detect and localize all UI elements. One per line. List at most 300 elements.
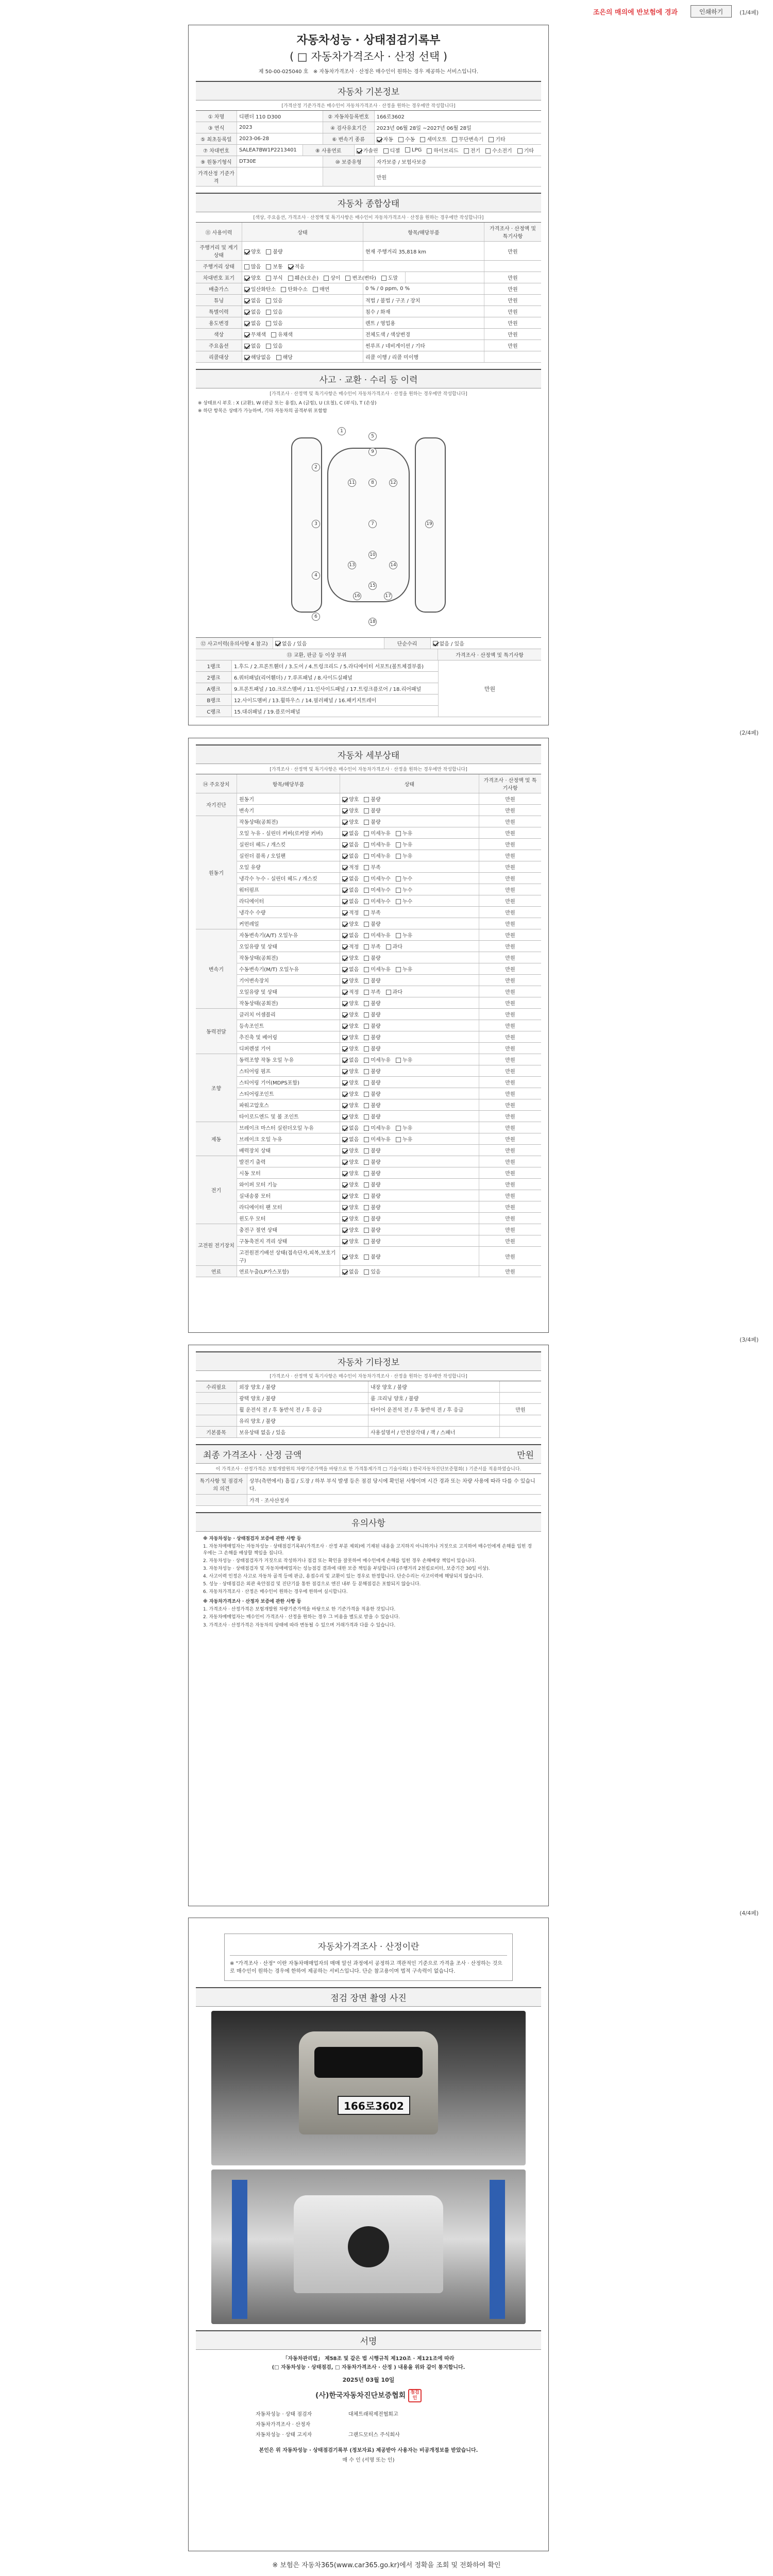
detail-row [237, 873, 541, 884]
footer-notice[interactable]: ※ 보험은 자동차365(www.car365.go.kr)에서 정확을 조회 및 전화하여 확인 [272, 2562, 501, 2569]
checkbox[interactable] [342, 1080, 347, 1086]
rank-b-label: B랭크 [196, 694, 232, 705]
checkbox[interactable] [396, 1137, 401, 1142]
detail-row [237, 793, 541, 805]
checkbox[interactable] [485, 148, 491, 154]
checkbox[interactable] [288, 276, 293, 281]
checkbox[interactable] [342, 1069, 347, 1074]
detail-row [237, 827, 541, 839]
rank-c-items: 15.대쉬패널 / 19.플로어패널 [234, 709, 300, 715]
checkbox[interactable] [275, 641, 280, 646]
checkbox[interactable] [342, 1024, 347, 1029]
checkbox[interactable] [386, 990, 391, 995]
detail-price: 만원 [505, 990, 515, 995]
detail-row [237, 861, 541, 873]
checkbox[interactable] [342, 1160, 347, 1165]
detail-status: 양호 불량 [340, 1167, 479, 1178]
checkbox[interactable] [342, 1239, 347, 1244]
checkbox[interactable] [244, 287, 249, 292]
detail-status: 없음 미세누유 누유 [340, 1054, 479, 1065]
checkbox[interactable] [342, 1001, 347, 1006]
detail-row [237, 1009, 541, 1020]
checkbox[interactable] [364, 1080, 369, 1086]
detail-item: 스티어링 펌프 [237, 1065, 340, 1076]
checkbox[interactable] [364, 1216, 369, 1222]
overall-status: 많음 보통 적음 [242, 261, 363, 272]
detail-table [196, 774, 541, 1277]
detail-row [237, 1133, 541, 1145]
checkbox[interactable] [364, 797, 369, 802]
other-row [196, 1404, 541, 1415]
overall-row [196, 351, 541, 363]
overall-label: 주요옵션 [196, 340, 242, 351]
basic-info-title: 자동차 기본정보 [196, 81, 541, 100]
basic-value: 2023-06-28 [237, 133, 323, 144]
inspection-photo-rear [211, 2170, 526, 2324]
overall-status: 없음 있음 [242, 317, 363, 328]
detail-status: 양호 불량 [340, 1020, 479, 1031]
checkbox[interactable] [364, 1035, 369, 1040]
checkbox[interactable] [342, 899, 347, 904]
detail-row [237, 1088, 541, 1099]
checkbox[interactable] [342, 1137, 347, 1142]
checkbox[interactable] [342, 1216, 347, 1222]
detail-price: 만원 [505, 1160, 515, 1165]
inspection-photo-front [211, 2011, 526, 2165]
detail-item: 오일 누유 - 실린더 커버(로커암 커버) [237, 827, 340, 838]
checkbox[interactable] [342, 854, 347, 859]
basic-label: ④ 검사유효기간 [323, 122, 375, 133]
checkbox[interactable] [364, 1069, 369, 1074]
checkbox[interactable] [364, 1255, 369, 1260]
basic-label [323, 167, 375, 186]
detail-item: 워터펌프 [237, 884, 340, 895]
detail-price: 만원 [505, 1114, 515, 1120]
detail-group [196, 1009, 541, 1054]
detail-status: 양호 불량 [340, 1009, 479, 1020]
checkbox[interactable] [342, 865, 347, 870]
checkbox[interactable] [288, 264, 293, 269]
basic-value: 166로3602 [376, 114, 405, 120]
detail-status: 없음 미세누유 누유 [340, 839, 479, 850]
overall-label: 리콜대상 [196, 351, 242, 362]
checkbox[interactable] [342, 910, 347, 916]
accident-price: 만원 [438, 660, 541, 717]
checkbox[interactable] [364, 854, 369, 859]
caution-title: 유의사항 [196, 1512, 541, 1532]
checkbox[interactable] [381, 276, 386, 281]
checkbox[interactable] [364, 1024, 369, 1029]
detail-price: 만원 [505, 1103, 515, 1109]
detail-row [237, 952, 541, 963]
checkbox[interactable] [364, 865, 369, 870]
checkbox[interactable] [324, 276, 329, 281]
overall-header: 항목/해당부품 [363, 223, 484, 241]
info-box-text: ※ "가격조사 · 산정" 이란 자동차매매업자의 매매 알선 과정에서 공정하고 객관적인 기준으로 가격을 조사 · 산정하는 것으로 매수인이 원하는 경우에 한하여 제공하는 서비스입니다. 단순 참고용이며 법적 구속력이 없습니다. [230, 1961, 502, 1974]
checkbox[interactable] [396, 888, 401, 893]
checkbox[interactable] [396, 1058, 401, 1063]
checkbox[interactable] [342, 820, 347, 825]
detail-item: 원동기 [237, 793, 340, 804]
caution-item: 3. 자동차성능 · 상태점검자 및 자동차매매업자는 성능점검 결과에 대한 보증 책임을 부담합니다 (주행거리 2천킬로미터, 보증기간 30일 이상). [203, 1566, 490, 1572]
other-row [196, 1381, 541, 1393]
overall-items: 0 % / 0 ppm, 0 % [363, 283, 484, 294]
caution-item: 6. 자동차가격조사 · 산정은 매수인이 원하는 경우에 한하여 실시합니다. [203, 1589, 348, 1595]
accident-history-label: ⑫ 사고이력(유의사항 4 참고) [196, 638, 273, 649]
checkbox[interactable] [364, 910, 369, 916]
checkbox[interactable] [364, 820, 369, 825]
overall-price [484, 261, 541, 272]
detail-group-label: 고전원 전기장치 [196, 1224, 237, 1266]
accident-title: 사고 · 교환 · 수리 등 이력 [196, 369, 541, 388]
checkbox[interactable] [342, 956, 347, 961]
checkbox[interactable] [342, 1182, 347, 1188]
checkbox[interactable] [364, 1182, 369, 1188]
checkbox[interactable] [342, 990, 347, 995]
checkbox[interactable] [271, 332, 276, 337]
checkbox[interactable] [342, 1103, 347, 1108]
overall-status: 양호 불량 [242, 242, 363, 260]
checkbox[interactable] [364, 944, 369, 950]
overall-price: 만원 [508, 321, 518, 327]
sign-date: 2025년 03월 10일 [342, 2377, 395, 2383]
checkbox[interactable] [313, 287, 318, 292]
simple-repair-value: 없음 / 있음 [431, 638, 542, 649]
notifier-label: 자동차성능 · 상태 고지자 [256, 2432, 312, 2438]
other-price [500, 1427, 541, 1437]
checkbox[interactable] [342, 808, 347, 814]
detail-row [237, 1031, 541, 1043]
checkbox[interactable] [342, 1228, 347, 1233]
detail-status: 양호 불량 [340, 1065, 479, 1076]
checkbox[interactable] [364, 1148, 369, 1154]
checkbox[interactable] [276, 355, 281, 360]
detail-status: 양호 불량 [340, 1213, 479, 1224]
checkbox[interactable] [244, 344, 249, 349]
checkbox[interactable] [342, 1092, 347, 1097]
rank-c-label: C랭크 [196, 706, 232, 717]
basic-row [196, 111, 541, 122]
price-head: 가격조사 · 산정액 및 특기사항 [438, 649, 541, 660]
checkbox[interactable] [244, 276, 249, 281]
overall-row [196, 317, 541, 329]
detail-status: 없음 미세누수 누수 [340, 884, 479, 895]
checkbox[interactable] [342, 831, 347, 836]
overall-label: 배출가스 [196, 283, 242, 294]
checkbox[interactable] [364, 1160, 369, 1165]
checkbox[interactable] [281, 287, 286, 292]
detail-group-label: 조향 [196, 1054, 237, 1122]
detail-status: 양호 불량 [340, 805, 479, 816]
checkbox[interactable] [364, 922, 369, 927]
checkbox[interactable] [357, 148, 362, 154]
checkbox[interactable] [427, 148, 432, 154]
checkbox[interactable] [364, 1171, 369, 1176]
checkbox[interactable] [517, 148, 523, 154]
checkbox[interactable] [342, 1171, 347, 1176]
detail-status: 양호 불량 [340, 1224, 479, 1235]
detail-item: 구동축전지 격리 상태 [237, 1235, 340, 1246]
checkbox[interactable] [342, 967, 347, 972]
checkbox[interactable] [364, 933, 369, 938]
checkbox[interactable] [364, 956, 369, 961]
overall-price: 만원 [508, 332, 518, 338]
detail-price: 만원 [505, 1001, 515, 1007]
checkbox[interactable] [364, 1001, 369, 1006]
other-value [368, 1415, 500, 1426]
detail-group-label: 원동기 [196, 816, 237, 929]
checkbox[interactable] [266, 344, 271, 349]
checkbox[interactable] [342, 1058, 347, 1063]
checkbox[interactable] [342, 1126, 347, 1131]
other-value: 사용설명서 / 안전삼각대 / 잭 / 스패너 [368, 1427, 500, 1437]
other-value: 룸 크리닝 양호 / 불량 [368, 1393, 500, 1403]
price-appraiser: 가격 · 조사산정자 [249, 1498, 290, 1504]
checkbox[interactable] [364, 1092, 369, 1097]
checkbox[interactable] [266, 321, 271, 326]
basic-label: ③ 연식 [196, 122, 237, 133]
checkbox[interactable] [364, 888, 369, 893]
checkbox[interactable] [364, 1012, 369, 1018]
checkbox[interactable] [396, 842, 401, 848]
detail-price: 만원 [505, 854, 515, 859]
sign-text-2: (□ 자동차성능 · 상태점검, □ 자동차가격조사 · 산정 ) 내용을 위와 같이 통지합니다. [272, 2365, 465, 2370]
checkbox[interactable] [266, 276, 271, 281]
checkbox[interactable] [342, 1012, 347, 1018]
checkbox[interactable] [342, 888, 347, 893]
caution-item: 1. 자동차매매업자는 자동차성능 · 상태점검기록부(가격조사 · 산정 부분 제외)에 기재된 내용을 고지하지 아니하거나 거짓으로 고지하여 매수인에게 손해를 입힌 경우에는 그 손해를 배상할 책임을 집니다. [203, 1544, 532, 1556]
print-button[interactable]: 인쇄하기 [691, 5, 732, 18]
basic-row [196, 145, 541, 156]
checkbox[interactable] [396, 854, 401, 859]
overall-status: 무채색 유채색 [242, 329, 363, 340]
basic-label: ⑨ 원동기형식 [196, 156, 237, 167]
detail-price: 만원 [505, 978, 515, 984]
checkbox[interactable] [342, 842, 347, 848]
basic-value: 2023 [237, 122, 323, 133]
detail-price: 만원 [505, 956, 515, 961]
checkbox[interactable] [364, 1126, 369, 1131]
detail-row [237, 1020, 541, 1031]
detail-group [196, 1224, 541, 1266]
checkbox[interactable] [364, 1058, 369, 1063]
detail-price: 만원 [505, 831, 515, 837]
overall-row [196, 283, 541, 295]
checkbox[interactable] [342, 1046, 347, 1052]
overall-price [484, 351, 541, 362]
detail-row [237, 1190, 541, 1201]
simple-repair-label: 단순수리 [384, 638, 431, 649]
checkbox[interactable] [364, 990, 369, 995]
checkbox[interactable] [364, 831, 369, 836]
checkbox[interactable] [342, 944, 347, 950]
checkbox[interactable] [386, 944, 391, 950]
checkbox[interactable] [396, 967, 401, 972]
checkbox[interactable] [420, 137, 425, 142]
detail-price: 만원 [505, 1239, 515, 1245]
checkbox[interactable] [266, 264, 271, 269]
checkbox[interactable] [405, 147, 410, 152]
checkbox[interactable] [342, 933, 347, 938]
checkbox[interactable] [452, 137, 457, 142]
part-number-marker: 9 [368, 448, 377, 456]
detail-item: 오일유량 및 상태 [237, 941, 340, 952]
checkbox[interactable] [266, 310, 271, 315]
rank-2-label: 2랭크 [196, 672, 232, 683]
checkbox[interactable] [244, 264, 249, 269]
checkbox[interactable] [342, 1114, 347, 1120]
final-line: 이 가격조사 · 산정가격은 보험개발원의 차량기준가액을 바탕으로 한 가격통계가격 □ 기술사회( ) 한국자동차진단보증협회( ) 기준서를 적용하였습니다. [215, 1467, 522, 1472]
checkbox[interactable] [489, 137, 494, 142]
part-number-marker: 11 [348, 479, 356, 487]
detail-price: 만원 [505, 1046, 515, 1052]
checkbox[interactable] [266, 298, 271, 303]
detail-status: 없음 미세누유 누유 [340, 1122, 479, 1133]
detail-row [237, 1235, 541, 1247]
checkbox[interactable] [364, 1269, 369, 1275]
part-number-marker: 10 [368, 551, 377, 559]
checkbox[interactable] [364, 876, 369, 882]
overall-label: 주행거리 상태 [196, 261, 242, 272]
checkbox[interactable] [364, 1205, 369, 1210]
doc-subtitle: ( □ 자동차가격조사 · 산정 선택 ) [289, 50, 448, 63]
checkbox[interactable] [342, 1035, 347, 1040]
checkbox[interactable] [342, 1148, 347, 1154]
checkbox[interactable] [364, 899, 369, 904]
detail-price: 만원 [505, 899, 515, 905]
checkbox[interactable] [244, 298, 249, 303]
checkbox[interactable] [396, 899, 401, 904]
detail-item: 자동변속기(A/T) 오일누유 [237, 929, 340, 940]
part-number-marker: 12 [389, 479, 397, 487]
top-bar [0, 0, 773, 25]
detail-header: 가격조사 · 산정액 및 특기사항 [479, 774, 541, 793]
caution-item: 1. 가격조사 · 산정가격은 보험개발원 차량기준가액을 바탕으로 한 기준가격을 적용한 것입니다. [203, 1607, 396, 1613]
detail-item: 실린더 헤드 / 개스킷 [237, 839, 340, 850]
checkbox[interactable] [342, 1205, 347, 1210]
page-indicator-3: (3/4페) [740, 1336, 759, 1343]
checkbox[interactable] [342, 1269, 347, 1275]
license-plate: 166로3602 [338, 2096, 410, 2115]
overall-label: 튜닝 [196, 295, 242, 306]
checkbox[interactable] [266, 249, 271, 255]
basic-label: ⑥ 변속기 종류 [323, 133, 375, 144]
other-value: 내장 양호 / 불량 [368, 1381, 500, 1392]
detail-price: 만원 [505, 1216, 515, 1222]
detail-status: 없음 미세누유 누유 [340, 827, 479, 838]
checkbox[interactable] [342, 876, 347, 882]
checkbox[interactable] [364, 842, 369, 848]
checkbox[interactable] [244, 355, 249, 360]
detail-status: 양호 불량 [340, 816, 479, 827]
checkbox[interactable] [364, 1103, 369, 1108]
rank-1-label: 1랭크 [196, 660, 232, 671]
detail-status: 적정 부족 [340, 861, 479, 872]
checkbox[interactable] [342, 978, 347, 984]
detail-status: 양호 불량 [340, 952, 479, 963]
detail-group [196, 1122, 541, 1156]
basic-value: DT30E [237, 156, 323, 167]
checkbox[interactable] [364, 1137, 369, 1142]
detail-row [237, 895, 541, 907]
checkbox[interactable] [364, 1046, 369, 1052]
checkbox[interactable] [342, 922, 347, 927]
checkbox[interactable] [398, 137, 404, 142]
basic-value: 가솔린 디젤 LPG 하이브리드 전기 수소전기 기타 [355, 145, 541, 156]
overall-price: 만원 [508, 298, 518, 304]
detail-group [196, 1266, 541, 1277]
checkbox[interactable] [396, 831, 401, 836]
basic-label: ⑦ 차대번호 [196, 145, 237, 156]
detail-status: 양호 불량 [340, 1201, 479, 1212]
caution-item: 2. 자동차성능 · 상태점검자가 거짓으로 작성하거나 점검 또는 확인을 잘못하여 매수인에게 손해를 입힌 경우 손해배상 책임이 있습니다. [203, 1558, 476, 1564]
checkbox[interactable] [364, 1194, 369, 1199]
basic-label: ② 자동차등록번호 [323, 111, 375, 122]
detail-item: 냉각수 누수 - 실린더 헤드 / 개스킷 [237, 873, 340, 884]
checkbox[interactable] [364, 978, 369, 984]
checkbox[interactable] [364, 1228, 369, 1233]
detail-price: 만원 [505, 1058, 515, 1063]
basic-info-note: [가격산정 기준가격은 매수인이 자동차가격조사 · 산정을 원하는 경우에만 작성합니다] [281, 104, 456, 109]
checkbox[interactable] [364, 967, 369, 972]
detail-status: 적정 부족 과다 [340, 941, 479, 952]
checkbox[interactable] [377, 137, 382, 142]
detail-price: 만원 [505, 910, 515, 916]
detail-row [237, 997, 541, 1009]
checkbox[interactable] [244, 332, 249, 337]
part-number-marker: 2 [312, 463, 320, 471]
checkbox[interactable] [342, 1255, 347, 1260]
other-row [196, 1427, 541, 1438]
detail-item: 수동변속기(M/T) 오일누유 [237, 963, 340, 974]
detail-status: 양호 불량 [340, 1190, 479, 1201]
detail-price: 만원 [505, 820, 515, 825]
checkbox[interactable] [396, 876, 401, 882]
detail-row [237, 941, 541, 952]
detail-row [237, 907, 541, 918]
checkbox[interactable] [342, 797, 347, 802]
part-number-marker: 18 [368, 618, 377, 626]
other-label [196, 1415, 237, 1426]
checkbox[interactable] [396, 1126, 401, 1131]
checkbox[interactable] [364, 1114, 369, 1120]
page-1 [188, 25, 549, 725]
checkbox[interactable] [364, 1239, 369, 1244]
checkbox[interactable] [345, 276, 350, 281]
checkbox[interactable] [433, 641, 438, 646]
checkbox[interactable] [464, 148, 469, 154]
checkbox[interactable] [244, 321, 249, 326]
detail-group [196, 816, 541, 929]
checkbox[interactable] [244, 249, 249, 255]
checkbox[interactable] [342, 1194, 347, 1199]
checkbox[interactable] [383, 148, 389, 154]
org-seal: 점검인 [408, 2389, 422, 2402]
checkbox[interactable] [244, 310, 249, 315]
accident-table [196, 637, 541, 717]
detail-item: 충전구 절연 상태 [237, 1224, 340, 1235]
detail-item: 실린더 블록 / 오일팬 [237, 850, 340, 861]
notice-link[interactable]: 조은의 매의에 반보험에 경과 [593, 9, 678, 16]
detail-group-label: 자기진단 [196, 793, 237, 816]
detail-item: 오일유량 및 상태 [237, 986, 340, 997]
checkbox[interactable] [364, 808, 369, 814]
checkbox[interactable] [396, 933, 401, 938]
detail-status: 없음 미세누유 누유 [340, 929, 479, 940]
detail-price: 만원 [505, 1194, 515, 1199]
opinion-label: 특기사항 및 점검자의 의견 [196, 1474, 247, 1494]
part-number-marker: 16 [353, 592, 361, 600]
